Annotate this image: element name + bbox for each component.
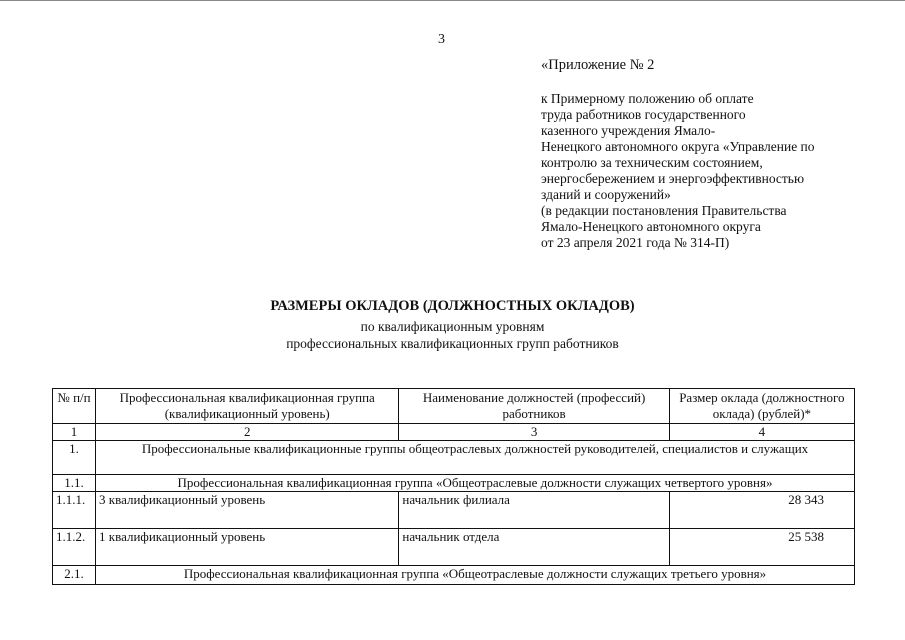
document-heading: РАЗМЕРЫ ОКЛАДОВ (ДОЛЖНОСТНЫХ ОКЛАДОВ): [270, 298, 635, 314]
appendix-line: к Примерному положению об оплате: [541, 91, 754, 106]
section-title: Профессиональные квалификационные группы общеотраслевых должностей руководителей, специалистов и служащих: [96, 441, 855, 475]
salary-value: 25 538: [669, 529, 854, 566]
row-number: 1.1.1.: [53, 492, 96, 529]
row-number: 2.1.: [53, 566, 96, 585]
column-number: 1: [53, 424, 96, 441]
column-number-row: [53, 424, 855, 441]
appendix-line: казенного учреждения Ямало-: [541, 123, 716, 138]
subsection-title: Профессиональная квалификационная группа «Общеотраслевые должности служащих третьего уровня»: [96, 566, 855, 585]
table-row-section-1: [53, 441, 855, 475]
position-name: начальник отдела: [399, 529, 669, 566]
table-row-subsection-1-1: [53, 475, 855, 492]
table-row-section-2-1: [53, 566, 855, 585]
appendix-line: от 23 апреля 2021 года № 314-П): [541, 235, 730, 250]
row-number: 1.: [53, 441, 96, 475]
appendix-line: Ямало-Ненецкого автономного округа: [541, 219, 761, 234]
position-name: начальник филиала: [399, 492, 669, 529]
appendix-line: Ненецкого автономного округа «Управление по: [541, 139, 815, 154]
subsection-title: Профессиональная квалификационная группа «Общеотраслевые должности служащих четвертого уровня»: [96, 475, 855, 492]
table-row: [53, 529, 855, 566]
header-number: № п/п: [53, 389, 96, 424]
header-salary-amount: Размер оклада (должностного оклада) (рублей)*: [669, 389, 854, 424]
table-row: [53, 492, 855, 529]
appendix-line: зданий и сооружений»: [541, 187, 671, 202]
page-number: 3: [438, 32, 445, 47]
header-position-name: Наименование должностей (профессий) работников: [399, 389, 669, 424]
column-number: 3: [399, 424, 669, 441]
column-number: 4: [669, 424, 854, 441]
appendix-line: энергосбережением и энергоэффективностью: [541, 171, 805, 186]
row-number: 1.1.: [53, 475, 96, 492]
appendix-title: «Приложение № 2: [541, 57, 655, 73]
table-header-row: [53, 389, 855, 424]
appendix-text-block: [541, 91, 881, 251]
appendix-line: труда работников государственного: [541, 107, 746, 122]
appendix-line: контролю за техническим состоянием,: [541, 155, 763, 170]
row-number: 1.1.2.: [53, 529, 96, 566]
subheading-line-2: профессиональных квалификационных групп работников: [286, 336, 619, 351]
column-number: 2: [96, 424, 399, 441]
appendix-line: (в редакции постановления Правительства: [541, 203, 787, 218]
qualification-level: 1 квалификационный уровень: [96, 529, 399, 566]
header-qualification-group: Профессиональная квалификационная группа (квалификационный уровень): [96, 389, 399, 424]
top-border-rule: [0, 0, 905, 1]
salary-value: 28 343: [669, 492, 854, 529]
salary-table: [52, 388, 855, 585]
subheading-line-1: по квалификационным уровням: [360, 319, 545, 334]
qualification-level: 3 квалификационный уровень: [96, 492, 399, 529]
document-subheading: [0, 318, 905, 352]
